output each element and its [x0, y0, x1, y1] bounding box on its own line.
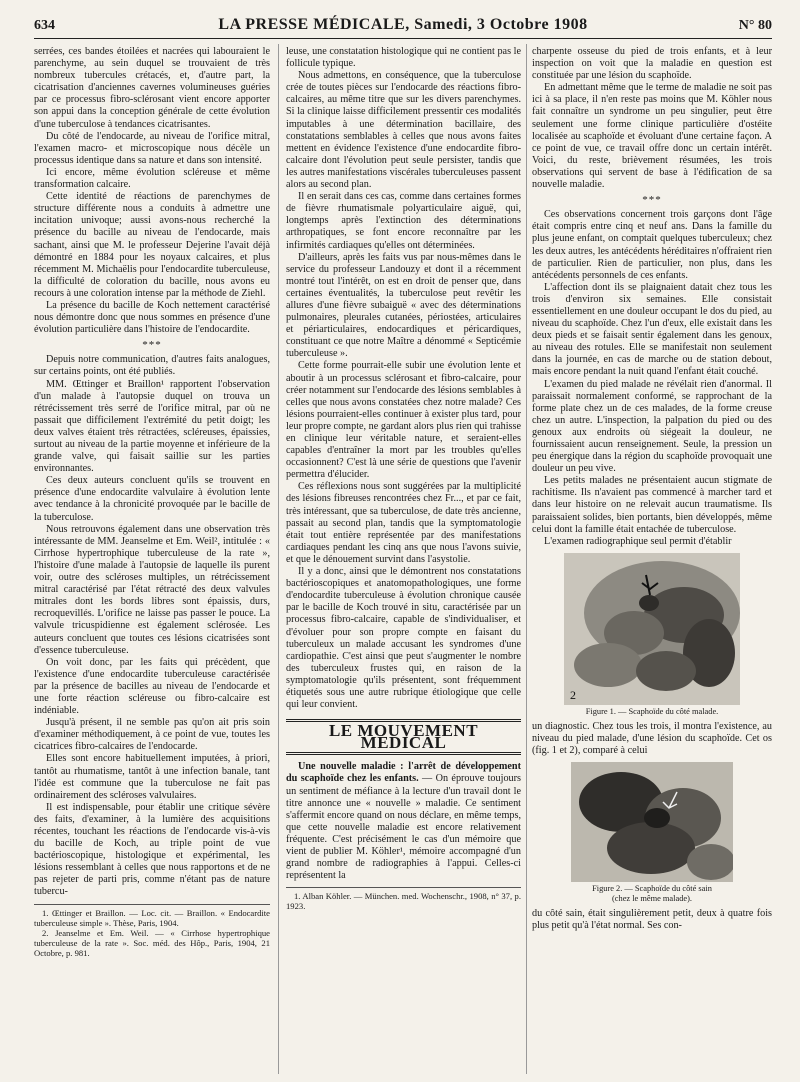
paragraph: du côté sain, était singulièrement petit, deux à quatre fois plus petit qu'à l'état normal. Ses con- — [532, 908, 772, 932]
paragraph: Cette forme pourrait-elle subir une évolution lente et aboutir à un processus sclérosant et fibro-calcaire, pour créer notamment sur l'endocarde des lésions semblables à celles que nous avons constatées chez notre malade? Ces lésions pourraient-elles continuer à exister plus tard, pour leur propre compte, ne gardant alors plus rien qui trahisse en clinique leur véritable nature, et seraient-elles capables d'entraîner la mort par les troubles qu'elles occasionnent? C'est là une série de questions que l'avenir permettra d'élucider. — [286, 360, 521, 481]
footnote: 1. Œttinger et Braillon. — Loc. cit. — Braillon. « Endocardite tuberculeuse simple ». Thèse, Paris, 1904. — [34, 907, 270, 928]
paragraph: Depuis notre communication, d'autres faits analogues, sur certains points, ont été publiés. — [34, 354, 270, 378]
paragraph: Ces réflexions nous sont suggérées par la multiplicité des lésions fibreuses rencontrées chez Fr..., et par ce fait, très intéressant, que sa tuberculose, de date très ancienne, passait au second plan, tandis que la symptomatologie était tout entière représentée par des manifestations cardiaques pendant les cinq ans que nous l'avons suivie, et que le dénouement survint dans l'asystolie. — [286, 481, 521, 565]
figure-1 — [532, 553, 772, 705]
footnote: 2. Jeanselme et Em. Weil. — « Cirrhose hypertrophique tuberculeuse de la rate ». Soc. méd. des Hôp., Paris, 1904, 21 Octobre, p. 981. — [34, 927, 270, 958]
paragraph: Du côté de l'endocarde, au niveau de l'orifice mitral, l'examen macro- et microscopique nous décèle un processus identique dans sa nature et dans son intensité. — [34, 130, 270, 166]
paragraph: Il en serait dans ces cas, comme dans certaines formes de fièvre rhumatismale polyarticulaire aiguë, qui, longtemps après l'extinction des déterminations arthropatiques, se font encore reconnaître par les infirmités cardiaques qu'elles ont déterminées. — [286, 191, 521, 251]
caption-text: Figure 2. — Scaphoïde du côté sain — [592, 884, 712, 894]
footnotes — [286, 887, 521, 911]
footnote: 1. Alban Köhler. — München. med. Wochenschr., 1908, n° 37, p. 1923. — [286, 891, 521, 912]
section-heading: LE MOUVEMENT MÉDICAL — [286, 719, 521, 755]
page-header — [34, 16, 772, 39]
paragraph: Il y a donc, ainsi que le démontrent nos constatations bactérioscopiques et anatomopathologiques, une forme d'endocardite tuberculeuse à évolution chronique causée par le bacille de Koch trouvé in situ, caractérisée par un processus fibro-calcaire, capable de s'individualiser, et d'évoluer pour son propre compte en faisant du tuberculeux un malade accusant les syndromes d'une cardiopathie. C'est ainsi que peut s'augmenter le nombre des tuberculeux frustes qui, en raison de la symptomatologie qu'ils présentent, sont fréquemment étiquetés sous une autre rubrique étiologique que celle qui leur convient. — [286, 566, 521, 711]
paragraph: L'examen radiographique seul permit d'établir — [544, 535, 732, 547]
section-stars: *** — [142, 339, 162, 352]
figure-1-caption — [532, 707, 772, 717]
paragraph: leuse, une constatation histologique qui ne contient pas le follicule typique. — [286, 46, 521, 70]
paragraph: En admettant même que le terme de maladie ne soit pas ici à sa place, il n'en reste pas moins que M. Köhler nous fait connaître un syndrome un peu singulier, peut être seulement une forme clinique particulière d'ostéite localisée au scaphoïde et évoluant d'une certaine façon. A ce point de vue, ce travail offre donc un certain intérêt. Voici, du reste, brièvement résumées, les trois observations qui servent de base à l'édification de sa nouvelle maladie. — [532, 82, 772, 191]
paragraph: Nous admettons, en conséquence, que la tuberculose crée de toutes pièces sur l'endocarde des réactions fibro-calcaires, au même titre que sur les divers parenchymes. Si la clinique laisse difficilement pressentir ces modalités imputables à une détermination bacillaire, des constatations semblables à celles que nous avons faites mettent en évidence l'existence d'une endocardite fibro-calcaire dont l'évolution peut seule persister, tandis que les autres manifestations viscérales tuberculeuses passent alors au second plan. — [286, 70, 521, 191]
caption-text: (chez le même malade). — [612, 894, 692, 904]
footnotes — [34, 904, 270, 958]
paragraph: un diagnostic. Chez tous les trois, il montra l'existence, au niveau du pied malade, d'une lésion du scaphoïde. Cet os (fig. 1 et 2), comparé à celui — [532, 720, 772, 757]
paragraph: charpente osseuse du pied de trois enfants, et à leur inspection on voit que la maladie en question est constituée par une lésion du scaphoïde. — [532, 46, 772, 82]
paragraph: Elles sont encore habituellement imputées, à priori, tantôt au rhumatisme, tantôt à une infection banale, tant l'idée est commune que la tuberculose ne fait pas ordinairement des scléroses valvulaires. — [34, 753, 270, 801]
figure-2 — [532, 762, 772, 882]
column-divider — [526, 44, 527, 1074]
radiograph-2-image — [571, 762, 733, 882]
paragraph: Jusqu'à présent, il ne semble pas qu'on ait pris soin d'examiner méthodiquement, à ce point de vue, toutes les cicatrices fibro-calcaires de l'endocarde. — [34, 717, 270, 753]
paragraph: Les petits malades ne présentaient aucun stigmate de rachitisme. Ils n'avaient pas commencé à marcher tard et dans leur histoire on ne relevait aucun traumatisme. Ils paraissaient solides, bien portants, bien développés, même celui dont la famille était entachée de tuberculose. — [532, 475, 772, 535]
page-number: 634 — [34, 18, 55, 33]
paragraph: Nous retrouvons également dans une observation très intéressante de MM. Jeanselme et Em. Weil², intitulée : « Cirrhose hypertrophique tuberculeuse de la rate », l'histoire d'une malade à l'autopsie de laquelle ils purent voir, outre des scléroses multiples, un rétrécissement mitral caractérisé par l'état rétracté des deux valvules mitrales dont les bords libres sont épaissis, durs, recroquevillés. L'orifice ne laisse pas passer le pouce. La valvule tricuspidienne est également sclérosée. Les auteurs concluent que toutes ces lésions cicatrisées sont d'essence tuberculeuse. — [34, 523, 270, 656]
paragraph: L'affection dont ils se plaignaient datait chez tous les trois d'environ six semaines. Elle consistait essentiellement en une douleur occupant le dos du pied, au niveau du scaphoïde. Chez l'un d'eux, elle existait dans les deux pieds et se faisait sentir également dans les genoux, au niveau des rotules. Elle se manifestait non seulement dans la journée, en cas de marche ou de station debout, mais encore pendant la nuit quand l'enfant était couché. — [532, 281, 772, 378]
article-paragraph — [286, 761, 521, 882]
paragraph: On voit donc, par les faits qui précèdent, que l'existence d'une endocardite tuberculeuse caractérisée par la présence de bacilles au niveau de l'endocarde et une forte réaction scléreuse ou fibro-calcaire est indéniable. — [34, 656, 270, 717]
paragraph: La présence du bacille de Koch nettement caractérisé nous démontre donc que nous sommes en présence d'une évolution particulière dans l'histoire de l'endocardite. — [34, 299, 270, 336]
paragraph: Ces deux auteurs concluent qu'ils se trouvent en présence d'une endocardite valvulaire à évolution lente avec tendance à la chronicité provoquée par le bacille de la tuberculose. — [34, 475, 270, 523]
column-1 — [34, 46, 270, 958]
paragraph: MM. Œttinger et Braillon¹ rapportent l'observation d'un malade à l'autopsie duquel on trouva un rétrécissement très serré de l'orifice mitral, par où ne passait que difficilement l'extrémité du petit doigt; les deux valves étaient très rétractées, scléreuses, épaissies, surtout au niveau de la partie moyenne et inférieure de la grande valve, qui faisait saillie sur les parties environnantes. — [34, 378, 270, 475]
section-stars: *** — [642, 194, 662, 207]
paragraph: D'ailleurs, après les faits vus par nous-mêmes dans le service du professeur Landouzy et dont il a récemment montré tout l'intérêt, on est en droit de penser que, dans certaines éventualités, la tuberculose peut revêtir les allures d'une fièvre subaiguë « avec des déterminations pulmonaires, pleurales cutanées, périostées, articulaires et périarticulaires, endocardiques et péricardiques, constituant ce que notre Maître a dénommé « Septicémie tuberculeuse ». — [286, 251, 521, 360]
paragraph: Il est indispensable, pour établir une critique sévère des faits, d'examiner, à la lumière des acquisitions récentes, touchant les réactions de l'endocarde vis-à-vis du bacille de Koch, au triple point de vue bactérioscopique, histologique et expérimental, les lésions ressemblant à celles que nous rapportons et de ne pas rejeter de parti pris, comme n'étant pas de nature tubercu- — [34, 801, 270, 898]
figure-2-caption — [532, 884, 772, 904]
figure-label: 2 — [570, 687, 576, 702]
column-divider — [278, 44, 279, 1074]
journal-title: LA PRESSE MÉDICALE, Samedi, 3 Octobre 1908 — [218, 16, 588, 33]
article-text: — On éprouve toujours un sentiment de méfiance à la lecture d'un travail dont le titre annonce une « nouvelle » maladie. Ce sentiment s'affermit encore quand on nous déclare, en même temps, que cette nouvelle maladie est encore relativement fréquente. C'est précisément le cas d'un mémoire que vient de publier M. Köhler¹, mémoire accompagné d'un grand nombre de radiographies à l'appui. Celles-ci représentent la — [286, 773, 521, 882]
article-title: Une nouvelle maladie : l'arrêt de développement du scaphoïde chez les enfants. — [286, 761, 521, 785]
paragraph: serrées, ces bandes étoilées et nacrées qui labouraient le parenchyme, au sein duquel se trouvaient de très nombreux tubercules crétacés, et, d'autre part, la cicatrisation d'anciennes cavernes volumineuses guéries par ce processus fibro-sclérosant vient encore apporter son appui dans la conception générale de cette évolution d'une tuberculose à tendances cicatrisantes. — [34, 46, 270, 130]
caption-text: Figure 1. — Scaphoïde du côté malade. — [585, 706, 719, 716]
paragraph: Ces observations concernent trois garçons dont l'âge était compris entre cinq et neuf ans. Dans la famille du plus jeune enfant, on comptait quelques tuberculeux; chez les deux autres, les antécédents héréditaires n'offraient rien de particulier. Rien de particulier, non plus, dans les antécédents personnels de ces enfants. — [532, 209, 772, 281]
radiograph-1-image — [564, 553, 740, 705]
column-2 — [286, 46, 521, 911]
column-3 — [532, 46, 772, 932]
paragraph: Ici encore, même évolution scléreuse et même transformation calcaire. — [34, 166, 270, 191]
issue-number: N° 80 — [738, 18, 772, 33]
paragraph: L'examen du pied malade ne révélait rien d'anormal. Il paraissait normalement conformé, se rapprochant de la forme plate chez un de ces malades, de la forme creuse chez un autre. L'inspection, la palpation du pied ou des genoux aux endroits où siégeait la douleur, ne fournissaient aucun renseignement. Seule, la pression un peu énergique dans la région du scaphoïde provoquait une douleur un peu vive. — [532, 378, 772, 475]
paragraph: Cette identité de réactions de parenchymes de structure différente nous a conduits à admettre une incitation univoque; aussi avons-nous recherché la présence du bacille au niveau de l'endocarde, mais sachant, ainsi que M. le professeur Dejerine l'avait déjà démontré en 1884 pour les noyaux calcaires, et plus récemment M. Michaëlis pour l'endocardite tuberculeuse, la difficulté de coloration du bacille, nous avons eu recours à une coloration intense par la méthode de Ziehl. — [34, 191, 270, 299]
